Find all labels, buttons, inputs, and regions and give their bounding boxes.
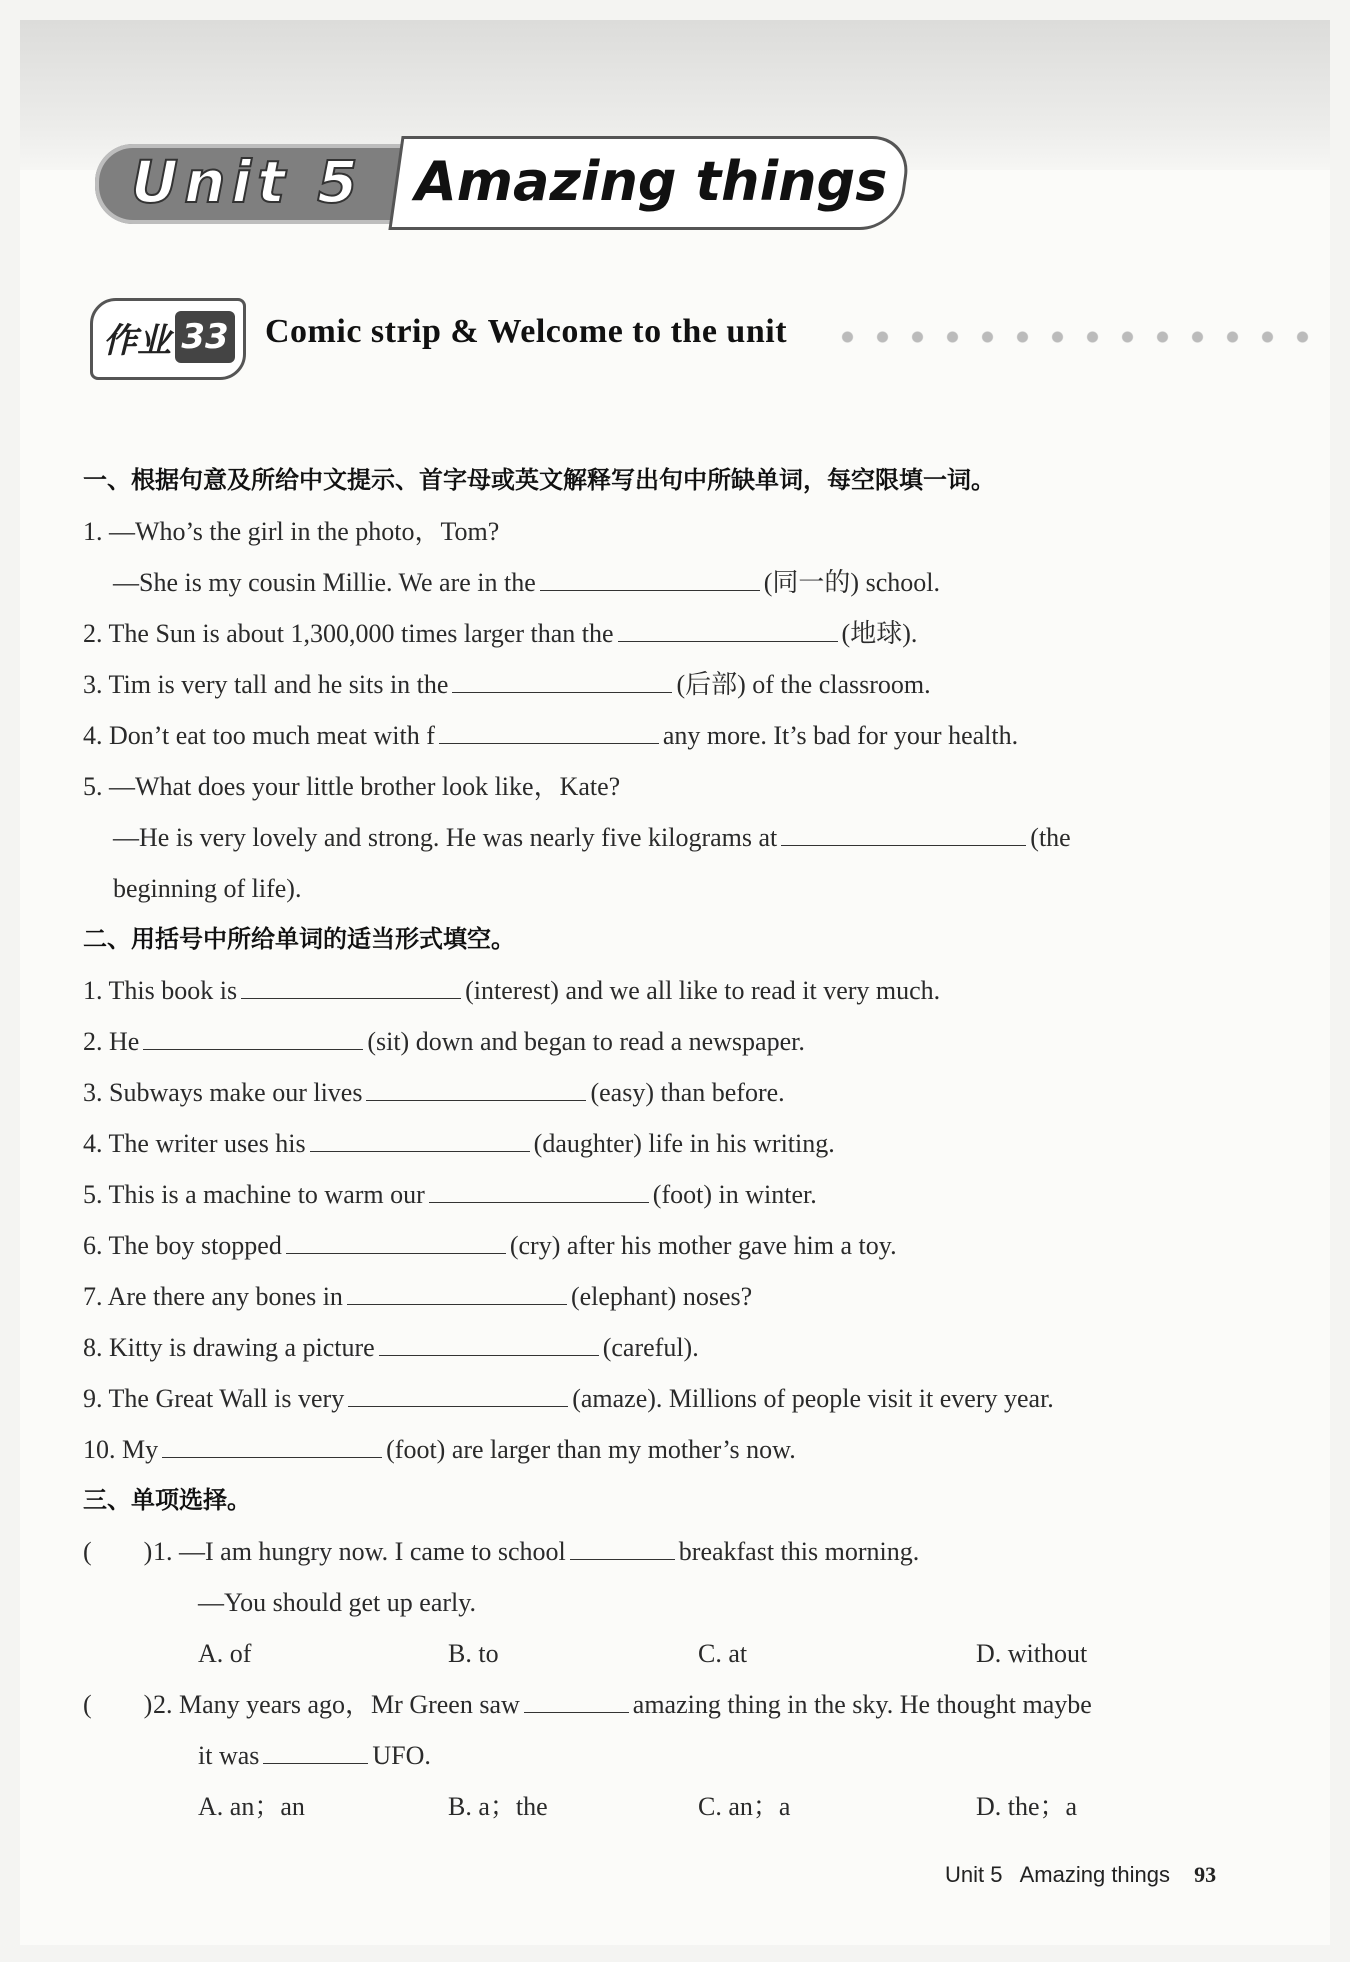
s2-item: 4. The writer uses his (daughter) life in his writing. [83,1129,835,1158]
answer-paren[interactable]: ( ) [83,1690,153,1719]
s2-item: 9. The Great Wall is very (amaze). Millions of people visit it every year. [83,1384,1054,1413]
s2-item: 6. The boy stopped (cry) after his mother gave him a toy. [83,1231,897,1260]
homework-badge [90,298,246,380]
section2-heading: 二、用括号中所给单词的适当形式填空。 [83,925,515,953]
unit-label: Unit 5 [131,148,364,216]
option-a[interactable]: A. of [198,1639,252,1668]
section1-heading: 一、根据句意及所给中文提示、首字母或英文解释写出句中所缺单词，每空限填一词。 [83,466,995,494]
answer-blank[interactable] [570,1535,675,1560]
answer-blank[interactable] [524,1688,629,1713]
unit-banner [95,136,905,228]
s1-q5b: —He is very lovely and strong. He was nearly five kilograms at (the [113,823,1071,852]
s1-q1a: 1. —Who’s the girl in the photo，Tom? [83,517,500,546]
footer-unit: Unit 5 [945,1862,1003,1887]
s1-q4: 4. Don’t eat too much meat with f any more. It’s bad for your health. [83,721,1019,750]
s3-q1-line2: —You should get up early. [198,1588,477,1617]
answer-blank[interactable] [618,617,838,642]
s1-q2: 2. The Sun is about 1,300,000 times larger than the (地球). [83,619,918,648]
s2-item: 1. This book is (interest) and we all like to read it very much. [83,976,941,1005]
page-footer [945,1862,1216,1888]
s3-q2-options [83,1781,1243,1832]
answer-blank[interactable] [162,1433,382,1458]
s3-q1-options [83,1628,1243,1679]
dotted-divider [830,330,1330,344]
s1-q5a: 5. —What does your little brother look like，Kate? [83,772,621,801]
s2-item: 5. This is a machine to warm our (foot) in winter. [83,1180,817,1209]
homework-label: 作业 [103,321,171,361]
option-d[interactable]: D. without [976,1639,1088,1668]
answer-blank[interactable] [429,1178,649,1203]
answer-blank[interactable] [263,1739,368,1764]
option-b[interactable]: B. a；the [448,1792,548,1821]
s1-q5c: beginning of life). [113,874,302,903]
answer-blank[interactable] [348,1382,568,1407]
s2-item: 10. My (foot) are larger than my mother’s now. [83,1435,796,1464]
answer-blank[interactable] [439,719,659,744]
answer-blank[interactable] [286,1229,506,1254]
option-d[interactable]: D. the；a [976,1792,1078,1821]
s2-item: 3. Subways make our lives (easy) than before. [83,1078,785,1107]
option-b[interactable]: B. to [448,1639,499,1668]
answer-paren[interactable]: ( ) [83,1537,153,1566]
s3-q2-line2: it was UFO. [198,1741,431,1770]
unit-title: Amazing things [415,150,888,213]
answer-blank[interactable] [781,821,1026,846]
s3-q2-line1: ( )2. Many years ago，Mr Green saw amazing thing in the sky. He thought maybe [83,1679,1243,1730]
page-number: 93 [1194,1862,1217,1887]
option-c[interactable]: C. an；a [698,1792,791,1821]
s3-q1-line1: ( )1. —I am hungry now. I came to school breakfast this morning. [83,1526,1243,1577]
s2-item: 8. Kitty is drawing a picture (careful). [83,1333,699,1362]
worksheet-content [83,455,1243,1832]
answer-blank[interactable] [310,1127,530,1152]
s1-q3: 3. Tim is very tall and he sits in the (后部) of the classroom. [83,670,931,699]
section3-heading: 三、单项选择。 [83,1486,251,1514]
homework-title: Comic strip & Welcome to the unit [265,313,788,350]
option-a[interactable]: A. an；an [198,1792,305,1821]
s2-item: 2. He (sit) down and began to read a newspaper. [83,1027,805,1056]
homework-number: 33 [175,311,235,363]
answer-blank[interactable] [366,1076,586,1101]
answer-blank[interactable] [540,566,760,591]
answer-blank[interactable] [452,668,672,693]
option-c[interactable]: C. at [698,1639,748,1668]
s1-q1b: —She is my cousin Millie. We are in the (同一的) school. [113,568,940,597]
answer-blank[interactable] [143,1025,363,1050]
s2-item: 7. Are there any bones in (elephant) noses? [83,1282,753,1311]
answer-blank[interactable] [379,1331,599,1356]
footer-title: Amazing things [1019,1862,1171,1887]
answer-blank[interactable] [241,974,461,999]
answer-blank[interactable] [347,1280,567,1305]
section2-list [83,965,1243,1475]
